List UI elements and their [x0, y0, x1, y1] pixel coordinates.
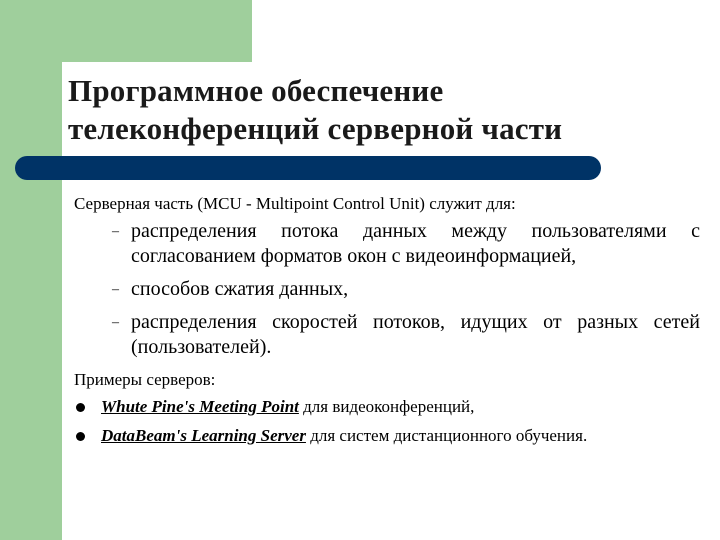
list-item-text: способов сжатия данных,: [131, 278, 349, 300]
list-item: [74, 277, 700, 302]
slide-title-line-2: телеконференций серверной части: [68, 111, 563, 146]
slide-title-line-1: Программное обеспечение: [68, 73, 444, 108]
server-link[interactable]: Whute Pine's Meeting Point: [101, 397, 299, 416]
function-list: [74, 219, 704, 360]
server-description: для систем дистанционного обучения.: [305, 426, 588, 445]
list-item-text: распределения скоростей потоков, идущих от разных сетей (пользователей).: [131, 311, 700, 358]
examples-label: Примеры серверов:: [74, 370, 216, 389]
server-link[interactable]: DataBeam's Learning Server: [101, 426, 306, 445]
server-description: для видеоконференций,: [298, 397, 475, 416]
decorative-green-corner: [0, 0, 252, 62]
slide-title: [68, 72, 562, 148]
dash-marker: –: [112, 282, 119, 297]
decorative-green-sidebar: [0, 0, 62, 540]
list-item-text: распределения потока данных между пользователями с согласованием форматов окон с видеоинформацией,: [131, 220, 700, 267]
dash-marker: –: [112, 315, 119, 330]
intro-text: Серверная часть (MCU - Multipoint Control Unit) служит для:: [74, 194, 516, 213]
list-item: [74, 395, 704, 418]
server-list: [74, 395, 704, 447]
title-underline-bar: [15, 156, 601, 180]
list-item: [74, 424, 704, 447]
bullet-dot-icon: [76, 432, 85, 441]
dash-marker: –: [112, 224, 119, 239]
bullet-dot-icon: [76, 403, 85, 412]
list-item: [74, 310, 700, 360]
slide-body: [74, 192, 704, 453]
list-item: [74, 219, 700, 269]
